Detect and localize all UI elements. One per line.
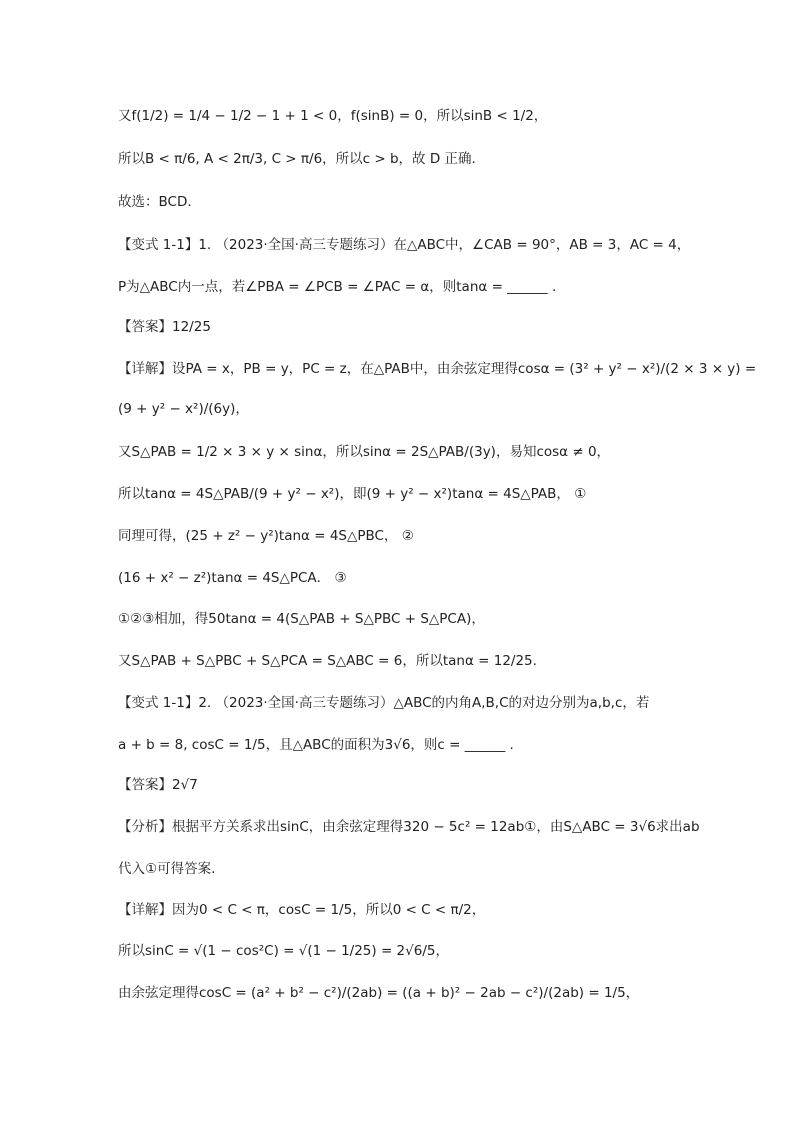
text-line-4: 【变式 1-1】1. （2023·全国·高三专题练习）在△ABC中，∠CAB = 90°，AB = 3，AC = 4， [118,237,691,253]
text-line-1: 又f(1/2) = 1/4 − 1/2 − 1 + 1 < 0，f(sinB) = 0，所以sinB < 1/2， [118,108,548,124]
text-line-20: 【详解】因为0 < C < π，cosC = 1/5，所以0 < C < π/2， [118,902,486,918]
text-line-10: 所以tanα = 4S△PAB/(9 + y² − x²)，即(9 + y² − x²)tanα = 4S△PAB， ① [118,486,587,502]
text-line-8: (9 + y² − x²)/(6y)， [118,401,249,417]
text-line-2: 所以B < π/6, A < 2π/3, C > π/6，所以c > b，故 D 正确. [118,151,476,167]
text-line-16: a + b = 8, cosC = 1/5，且△ABC的面积为3√6，则c = ______ . [118,737,514,753]
text-line-5: P为△ABC内一点，若∠PBA = ∠PCB = ∠PAC = α，则tanα = ______ . [118,279,557,295]
text-line-13: ①②③相加，得50tanα = 4(S△PAB + S△PBC + S△PCA)， [118,611,485,627]
text-line-22: 由余弦定理得cosC = (a² + b² − c²)/(2ab) = ((a + b)² − 2ab − c²)/(2ab) = 1/5， [118,985,640,1001]
text-line-15: 【变式 1-1】2. （2023·全国·高三专题练习）△ABC的内角A,B,C的对边分别为a,b,c，若 [118,695,650,711]
text-line-12: (16 + x² − z²)tanα = 4S△PCA． ③ [118,570,347,586]
text-line-6: 【答案】12/25 [118,319,211,335]
text-line-14: 又S△PAB + S△PBC + S△PCA = S△ABC = 6，所以tanα = 12/25. [118,653,537,669]
text-line-17: 【答案】2√7 [118,777,198,793]
text-line-19: 代入①可得答案. [118,861,216,877]
text-line-7: 【详解】设PA = x，PB = y，PC = z，在△PAB中，由余弦定理得cosα = (3² + y² − x²)/(2 × 3 × y) = [118,361,757,377]
text-line-18: 【分析】根据平方关系求出sinC，由余弦定理得320 − 5c² = 12ab①，由S△ABC = 3√6求出ab [118,819,700,835]
text-line-21: 所以sinC = √(1 − cos²C) = √(1 − 1/25) = 2√6/5， [118,943,449,959]
text-line-9: 又S△PAB = 1/2 × 3 × y × sinα，所以sinα = 2S△PAB/(3y)，易知cosα ≠ 0， [118,444,611,460]
text-line-3: 故选：BCD. [118,194,192,210]
text-line-11: 同理可得，(25 + z² − y²)tanα = 4S△PBC， ② [118,528,414,544]
